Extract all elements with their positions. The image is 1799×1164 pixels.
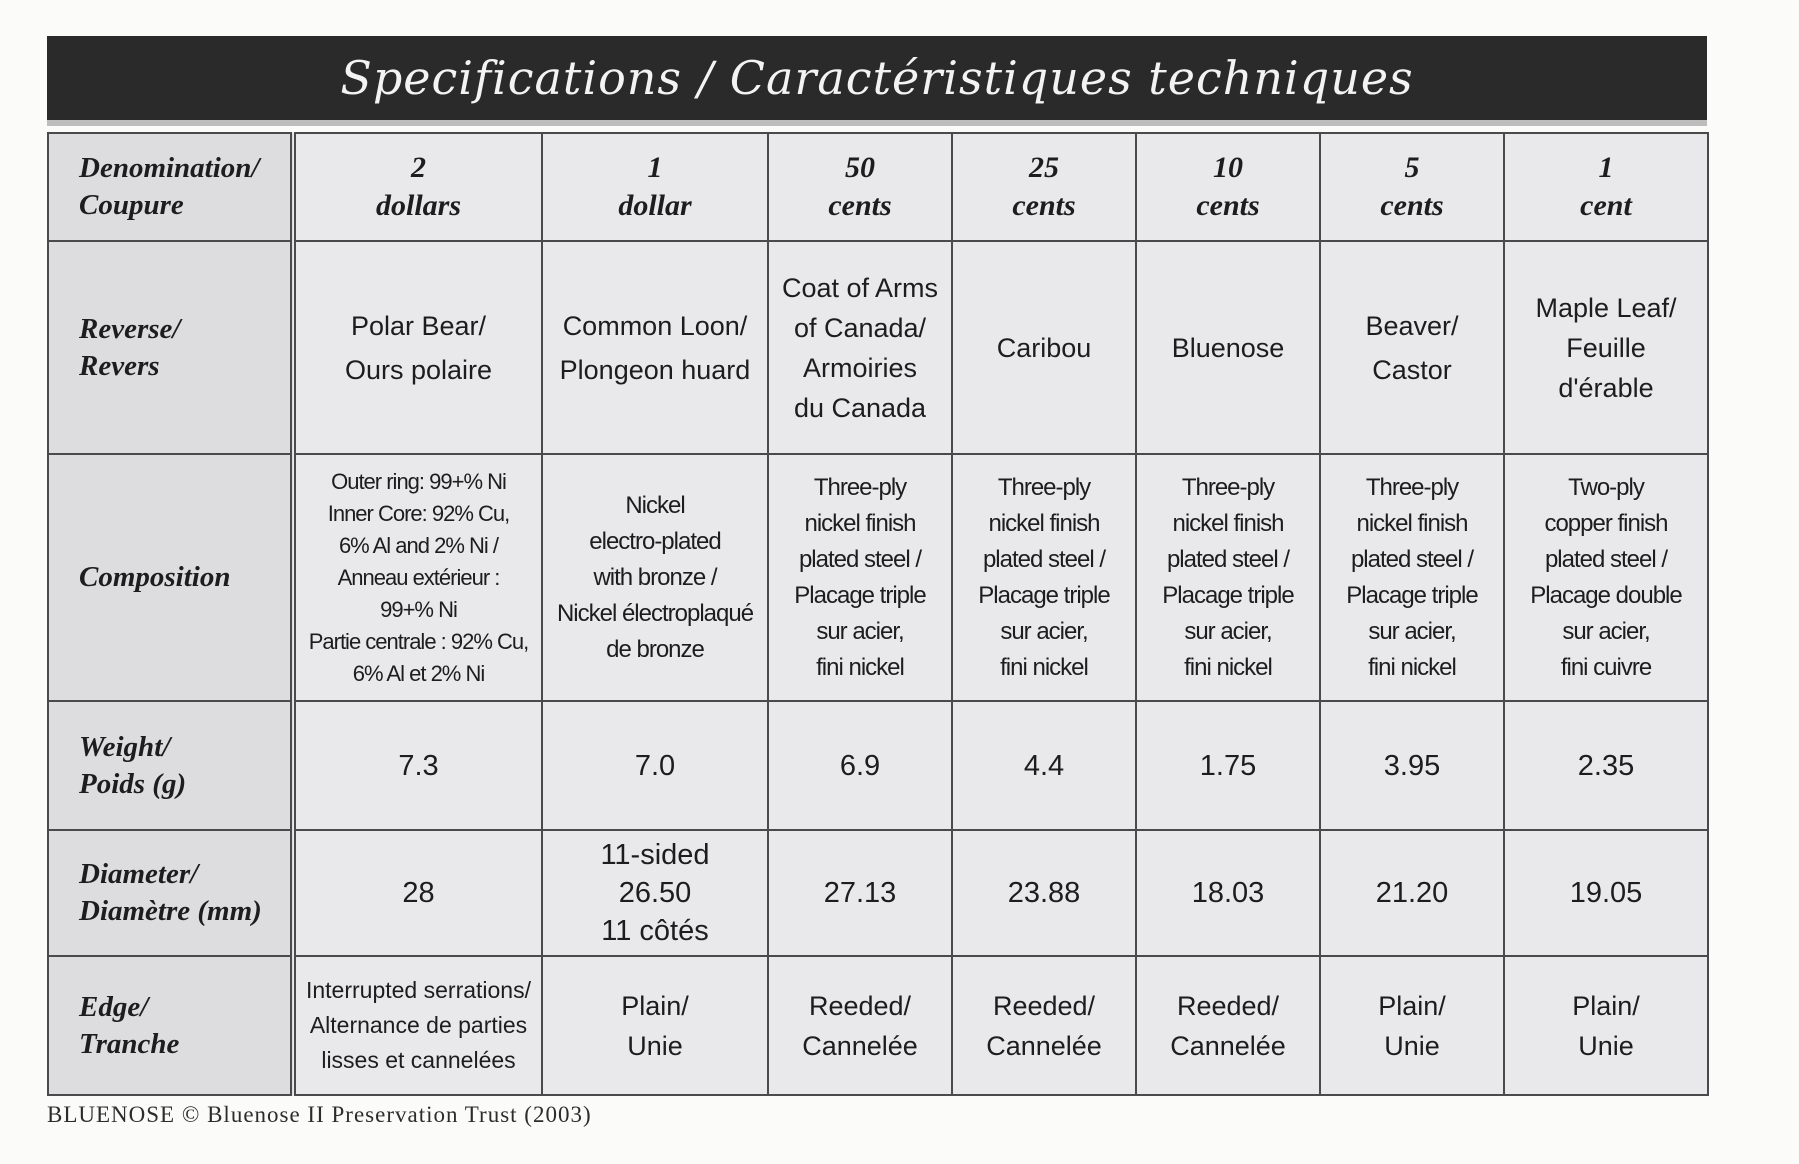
cell-line: Reeded/ <box>808 990 912 1021</box>
diameter-cell-5-cents <box>1320 830 1504 956</box>
weight-cell-10-cents: 1.75 <box>1136 701 1320 830</box>
cell-line: Maple Leaf/ <box>1535 292 1677 323</box>
cell-line: 23.88 <box>1007 877 1081 909</box>
cell-line: 19.05 <box>1569 877 1643 909</box>
diameter-cell-1-dollar <box>542 830 768 956</box>
weight-cell-50-cents: 6.9 <box>768 701 952 830</box>
cell-line: electro-plated <box>589 527 721 555</box>
denomination-value: 25 <box>1029 151 1059 184</box>
cell-line: Three-ply <box>813 473 907 501</box>
denomination-1-cent <box>1504 133 1708 241</box>
row-header-weight <box>48 701 293 830</box>
diameter-cell-50-cents <box>768 830 952 956</box>
cell-line: fini nickel <box>1000 653 1088 681</box>
cell-line: fini nickel <box>1368 653 1456 681</box>
cell-line: Plain/ <box>621 990 689 1021</box>
denomination-unit: cents <box>1012 189 1076 222</box>
cell-line: 27.13 <box>823 877 897 909</box>
cell-line: Placage triple <box>978 581 1110 609</box>
copyright-footer: BLUENOSE © Bluenose II Preservation Trust (2003) <box>47 1102 592 1127</box>
denomination-unit: dollar <box>618 189 692 222</box>
composition-cell-10-cents <box>1136 454 1320 701</box>
cell-line: plated steel / <box>1166 545 1290 573</box>
cell-line: du Canada <box>793 392 927 423</box>
cell-line: Placage triple <box>794 581 926 609</box>
cell-line: 11 côtés <box>601 915 709 947</box>
denomination-value: 1 <box>1598 151 1614 184</box>
diameter-cell-10-cents <box>1136 830 1320 956</box>
composition-row <box>48 454 1708 701</box>
row-header-line: Coupure <box>79 189 184 221</box>
row-header-reverse <box>48 241 293 454</box>
composition-cell-2-dollars <box>293 454 542 701</box>
cell-line: 21.20 <box>1375 877 1449 909</box>
cell-line: 99+% Ni <box>380 596 457 622</box>
denomination-unit: cent <box>1580 189 1632 222</box>
denomination-unit: cents <box>828 189 892 222</box>
cell-line: Two-ply <box>1568 473 1644 501</box>
cell-line: Unie <box>1578 1030 1634 1061</box>
cell-line: Nickel <box>625 491 685 519</box>
cell-line: Beaver/ <box>1365 310 1459 341</box>
row-header-diameter <box>48 830 293 956</box>
row-header-edge <box>48 956 293 1095</box>
cell-line: Interrupted serrations/ <box>305 977 531 1003</box>
cell-line: Reeded/ <box>1176 990 1280 1021</box>
cell-line: 26.50 <box>618 877 692 909</box>
row-header-composition <box>48 454 293 701</box>
cell-line: Common Loon/ <box>562 310 748 341</box>
spec-table <box>47 132 1709 1096</box>
row-header-line: Denomination/ <box>79 152 260 184</box>
composition-cell-1-dollar <box>542 454 768 701</box>
row-header-line: Poids (g) <box>79 767 187 800</box>
cell-line: sur acier, <box>1368 617 1456 645</box>
denomination-value: 50 <box>845 151 875 184</box>
edge-cell-25-cents <box>952 956 1136 1095</box>
cell-line: Plongeon huard <box>559 354 751 385</box>
row-header-line: Reverse/ <box>79 312 181 345</box>
cell-line: Placage triple <box>1162 581 1294 609</box>
cell-line: nickel finish <box>1172 509 1284 537</box>
cell-line: nickel finish <box>1356 509 1468 537</box>
cell-line: Partie centrale : 92% Cu, <box>308 628 529 654</box>
cell-line: fini nickel <box>1184 653 1272 681</box>
cell-line: Unie <box>1384 1030 1440 1061</box>
cell-line: plated steel / <box>1544 545 1668 573</box>
cell-line: plated steel / <box>1350 545 1474 573</box>
denomination-25-cents <box>952 133 1136 241</box>
edge-cell-50-cents <box>768 956 952 1095</box>
cell-line: Castor <box>1372 354 1452 385</box>
denomination-unit: cents <box>1380 189 1444 222</box>
cell-line: d'érable <box>1558 372 1654 403</box>
cell-line: fini nickel <box>816 653 904 681</box>
cell-line: Cannelée <box>986 1030 1102 1061</box>
diameter-cell-1-cent <box>1504 830 1708 956</box>
diameter-cell-2-dollars <box>293 830 542 956</box>
composition-cell-25-cents <box>952 454 1136 701</box>
cell-line: Three-ply <box>1365 473 1459 501</box>
weight-row <box>48 701 1708 830</box>
reverse-cell-10-cents <box>1136 241 1320 454</box>
denomination-5-cents <box>1320 133 1504 241</box>
cell-line: Unie <box>627 1030 683 1061</box>
cell-line: Feuille <box>1566 332 1646 363</box>
row-header-line: Diameter/ <box>79 858 199 890</box>
row-header-line: Edge/ <box>79 990 149 1023</box>
composition-cell-5-cents <box>1320 454 1504 701</box>
cell-line: 18.03 <box>1191 877 1265 909</box>
denomination-value: 1 <box>647 151 663 184</box>
cell-line: Nickel électroplaqué <box>556 599 754 627</box>
cell-line: Reeded/ <box>992 990 1096 1021</box>
cell-line: lisses et cannelées <box>321 1047 516 1073</box>
weight-cell-2-dollars: 7.3 <box>293 701 542 830</box>
weight-cell-5-cents: 3.95 <box>1320 701 1504 830</box>
reverse-cell-50-cents <box>768 241 952 454</box>
cell-line: sur acier, <box>1184 617 1272 645</box>
diameter-row <box>48 830 1708 956</box>
cell-line: Coat of Arms <box>781 272 939 303</box>
weight-cell-1-dollar: 7.0 <box>542 701 768 830</box>
denomination-50-cents <box>768 133 952 241</box>
cell-line: Inner Core: 92% Cu, <box>327 500 510 526</box>
reverse-cell-25-cents <box>952 241 1136 454</box>
edge-cell-10-cents <box>1136 956 1320 1095</box>
denomination-value: 2 <box>411 151 426 184</box>
cell-line: 11-sided <box>600 839 710 871</box>
cell-line: with bronze / <box>593 563 717 591</box>
cell-line: fini cuivre <box>1560 653 1652 681</box>
cell-line: Three-ply <box>1181 473 1275 501</box>
cell-line: Anneau extérieur : <box>337 564 500 590</box>
cell-line: copper finish <box>1544 509 1668 537</box>
weight-cell-1-cent: 2.35 <box>1504 701 1708 830</box>
edge-cell-1-dollar <box>542 956 768 1095</box>
cell-line: plated steel / <box>982 545 1106 573</box>
denomination-unit: cents <box>1196 189 1260 222</box>
cell-line: Armoiries <box>802 352 917 383</box>
cell-line: nickel finish <box>804 509 916 537</box>
cell-line: Cannelée <box>1170 1030 1286 1061</box>
reverse-cell-2-dollars <box>293 241 542 454</box>
denomination-row <box>48 133 1708 241</box>
row-header-line: Composition <box>79 561 231 593</box>
cell-line: Three-ply <box>997 473 1091 501</box>
composition-cell-1-cent <box>1504 454 1708 701</box>
cell-line: Caribou <box>996 332 1092 363</box>
row-header-line: Tranche <box>79 1027 180 1060</box>
cell-line: Placage double <box>1530 581 1682 609</box>
reverse-row <box>48 241 1708 454</box>
edge-row <box>48 956 1708 1095</box>
edge-cell-1-cent <box>1504 956 1708 1095</box>
title-banner <box>47 36 1707 126</box>
cell-line: Placage triple <box>1346 581 1478 609</box>
diameter-cell-25-cents <box>952 830 1136 956</box>
row-header-line: Revers <box>79 349 160 382</box>
cell-line: 6% Al and 2% Ni / <box>338 532 499 558</box>
cell-line: plated steel / <box>798 545 922 573</box>
edge-cell-2-dollars <box>293 956 542 1095</box>
cell-line: sur acier, <box>1000 617 1088 645</box>
denomination-value: 10 <box>1213 151 1243 184</box>
cell-line: sur acier, <box>1562 617 1650 645</box>
denomination-value: 5 <box>1404 151 1420 184</box>
cell-line: Polar Bear/ <box>350 310 487 341</box>
edge-cell-5-cents <box>1320 956 1504 1095</box>
page-title: Specifications / Caractéristiques techniques <box>340 51 1414 105</box>
cell-line: nickel finish <box>988 509 1100 537</box>
cell-line: 28 <box>402 877 435 909</box>
denomination-10-cents <box>1136 133 1320 241</box>
cell-line: Ours polaire <box>344 354 493 385</box>
row-header-line: Weight/ <box>79 730 171 763</box>
denomination-unit: dollars <box>375 189 462 222</box>
cell-line: Alternance de parties <box>309 1012 528 1038</box>
cell-line: Bluenose <box>1171 332 1285 363</box>
cell-line: Plain/ <box>1378 990 1446 1021</box>
cell-line: Outer ring: 99+% Ni <box>331 468 506 494</box>
cell-line: 6% Al et 2% Ni <box>352 660 485 686</box>
reverse-cell-1-dollar <box>542 241 768 454</box>
cell-line: sur acier, <box>816 617 904 645</box>
denomination-2-dollars <box>293 133 542 241</box>
composition-cell-50-cents <box>768 454 952 701</box>
cell-line: Cannelée <box>802 1030 918 1061</box>
cell-line: Plain/ <box>1572 990 1640 1021</box>
row-header-denomination <box>48 133 293 241</box>
reverse-cell-5-cents <box>1320 241 1504 454</box>
weight-cell-25-cents: 4.4 <box>952 701 1136 830</box>
spec-card <box>47 36 1707 1096</box>
denomination-1-dollar <box>542 133 768 241</box>
cell-line: of Canada/ <box>793 312 927 343</box>
cell-line: de bronze <box>606 635 704 663</box>
row-header-line: Diamètre (mm) <box>79 895 262 927</box>
reverse-cell-1-cent <box>1504 241 1708 454</box>
